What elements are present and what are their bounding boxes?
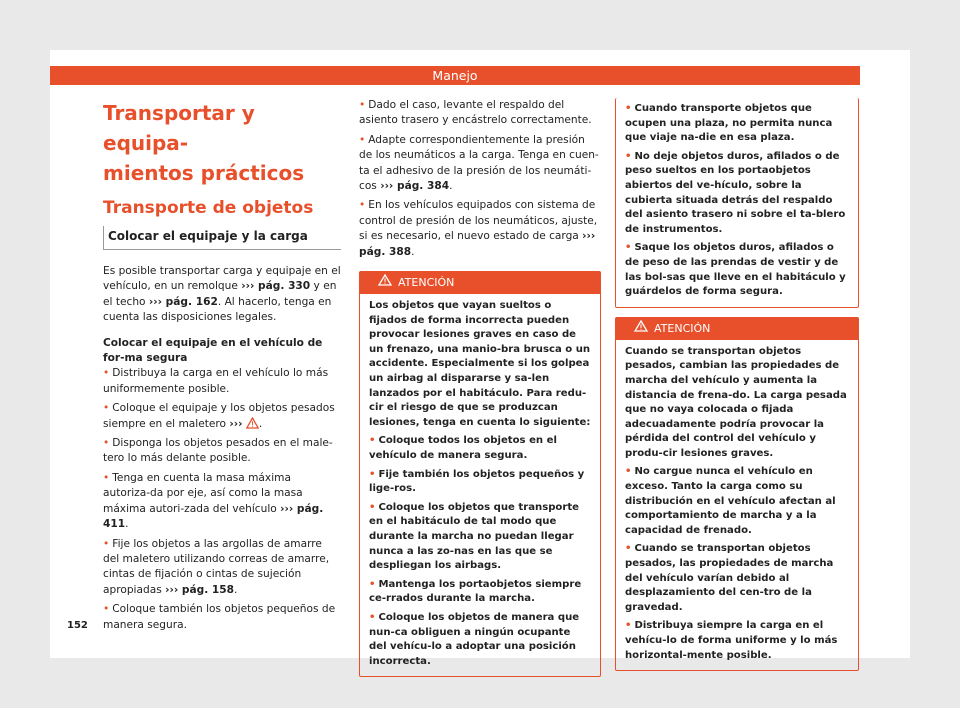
bullet-icon: • (369, 611, 376, 623)
page-ref-link[interactable]: ››› pág. 384 (380, 180, 450, 193)
intro-text-c: . Al hacerlo, tenga en cuenta las disposiciones legales. (103, 295, 332, 324)
warning-item-text: Saque los objetos duros, afilados o de peso de las prendas de vestir y de las bol-sas que lleve en el habitáculo y guárdelos de forma segura. (625, 242, 846, 298)
list-item-text: Coloque el equipaje y los objetos pesados siempre en el maletero (103, 402, 335, 430)
list-item (103, 401, 341, 432)
warning-intro: Los objetos que vayan sueltos o fijados de forma incorrecta pueden provocar lesiones graves en caso de un frenazo, una manio-bra brusca o un accidente. Especialmente si los golpea un airbag al dispararse y sa-len lanzados por el habitáculo. Para redu-cir el riesgo de que se produzcan lesiones, tenga en cuenta lo siguiente: (369, 300, 591, 428)
section-title: Transporte de objetos (103, 198, 314, 218)
page-ref-link[interactable]: ››› pág. 158 (165, 583, 235, 596)
middle-column (359, 98, 601, 677)
warning-header (360, 272, 600, 294)
warning-item (625, 102, 849, 146)
list-item-text: En los vehículos equipados con sistema de control de presión de los neumáticos, ajuste, si es necesario, el nuevo estado de carga (359, 199, 598, 243)
warning-item (369, 468, 591, 497)
bullet-icon: • (625, 620, 632, 632)
bullet-icon: • (625, 242, 632, 254)
bullet-icon: • (103, 367, 110, 380)
bullet-icon: • (369, 578, 376, 590)
warning-item-text: Coloque todos los objetos en el vehículo de manera segura. (369, 435, 557, 461)
warning-item (369, 501, 591, 574)
list-item-text: Disponga los objetos pesados en el male-tero lo más delante posible. (103, 437, 333, 465)
list-item-text-end: . (258, 417, 263, 430)
bullet-icon: • (359, 133, 366, 146)
list-item (103, 471, 341, 533)
warning-item (625, 542, 849, 615)
list-item (103, 436, 341, 467)
bullet-icon: • (103, 402, 110, 415)
right-column (615, 98, 859, 671)
bullet-icon: • (369, 501, 376, 513)
list-item-text: Adapte correspondientemente la presión de los neumáticos a la carga. Tenga en cuen-ta el adhesivo de la presión de los neumáti-cos (359, 133, 599, 193)
chapter-header (50, 66, 860, 85)
warning-body (616, 98, 858, 307)
page-title-line2: mientos prácticos (103, 161, 305, 185)
warning-header (616, 318, 858, 340)
list-item (359, 198, 601, 260)
list-item-text: Dado el caso, levante el respaldo del asiento trasero y encástrelo correctamente. (359, 99, 592, 127)
bullet-icon: • (625, 466, 632, 478)
list-item-text-end: . (125, 518, 129, 531)
warning-item-text: Cuando se transportan objetos pesados, las propiedades de marcha del vehículo varían debido al desplazamiento del cen-tro de la gravedad. (625, 543, 834, 613)
intro-text-a: Es posible transportar carga y equipaje en el vehículo, en un remolque (103, 265, 341, 293)
warning-item (369, 434, 591, 463)
warning-item (625, 619, 849, 663)
page-ref-link[interactable]: ››› pág. 388 (359, 230, 596, 258)
bullet-icon: • (625, 150, 632, 162)
warning-item (625, 465, 849, 538)
bullet-icon: • (103, 603, 110, 616)
page-title (103, 98, 341, 188)
warning-item-text: Mantenga los portaobjetos siempre ce-rrados durante la marcha. (369, 578, 582, 605)
list-item-text-end: . (449, 180, 453, 193)
warning-item-text: Coloque los objetos de manera que nun-ca obliguen a ningún ocupante del vehícu-lo a adoptar una posición incorrecta. (369, 611, 580, 667)
list-item (359, 98, 601, 129)
warning-triangle-icon (246, 417, 259, 429)
warning-ref-link[interactable]: ››› (229, 417, 243, 430)
warning-box (615, 317, 859, 671)
intro-paragraph (103, 264, 341, 326)
list-item (103, 366, 341, 397)
warning-item (625, 241, 849, 299)
warning-box-continued (615, 98, 859, 308)
warning-item-text: Coloque los objetos que transporte en el habitáculo de tal modo que durante la marcha no puedan llegar nunca a las zo-nas en las que se despliegan los airbags. (369, 501, 580, 572)
list-item (103, 602, 341, 633)
list-item-text: Coloque también los objetos pequeños de manera segura. (103, 603, 336, 631)
warning-body (616, 340, 858, 670)
list-item (359, 133, 601, 195)
warning-item (625, 150, 849, 238)
bullet-icon: • (359, 99, 366, 111)
chapter-title: Manejo (432, 68, 478, 83)
page-ref-link[interactable]: ››› pág. 162 (148, 295, 218, 308)
list-item-text-end: . (411, 245, 415, 258)
bullet-icon: • (103, 437, 110, 450)
warning-title: ATENCIÓN (398, 276, 455, 290)
warning-item (369, 578, 591, 607)
warning-item-text: No deje objetos duros, afilados o de peso sueltos en los portaobjetos abiertos del ve-hículo, sobre la cubierta situada detrás del respaldo del asiento trasero ni sobre el ta-blero de instrumentos. (625, 150, 846, 235)
warning-item-text: Distribuya siempre la carga en el vehícu-lo de forma uniforme y lo más horizontal-mente posible. (625, 620, 838, 661)
warning-title: ATENCIÓN (654, 321, 711, 335)
bullet-icon: • (625, 543, 632, 555)
warning-item (369, 611, 591, 669)
page-number: 152 (67, 620, 88, 631)
list-item-text: Distribuya la carga en el vehículo lo más uniformemente posible. (103, 367, 329, 395)
warning-triangle-icon (378, 274, 392, 286)
warning-intro: Cuando se transportan objetos pesados, cambian las propiedades de marcha del vehículo y aumenta la distancia de frena-do. La carga pesada que no vaya colocada o fijada adecuadamente podría provocar la pérdida del control del vehículo y produ-cir lesiones graves. (625, 345, 847, 459)
list-item-text: Tenga en cuenta la masa máxima autoriza-da por eje, así como la masa máxima autori-zada del vehículo (103, 471, 303, 515)
warning-box (359, 271, 601, 677)
subsection-heading: Colocar el equipaje y la carga (103, 226, 341, 250)
page-ref-link[interactable]: ››› pág. 330 (241, 280, 311, 293)
bullet-icon: • (103, 471, 110, 484)
page-title-line1: Transportar y equipa- (103, 101, 255, 155)
bullet-icon: • (369, 468, 376, 480)
warning-body (360, 294, 600, 676)
warning-item-text: Cuando transporte objetos que ocupen una plaza, no permita nunca que viaje na-die en esa plaza. (625, 103, 833, 144)
page-ref-link[interactable]: ››› pág. 411 (103, 502, 324, 531)
bullet-icon: • (625, 103, 632, 114)
left-column (103, 98, 341, 633)
list-item-text: Fije los objetos a las argollas de amarre del maletero utilizando correas de amarre, cintas de fijación o cintas de sujeción apropiadas (103, 537, 330, 596)
bullet-icon: • (369, 435, 376, 447)
warning-item-text: Fije también los objetos pequeños y lige-ros. (369, 468, 585, 495)
warning-triangle-icon (634, 320, 648, 332)
bullet-icon: • (103, 537, 110, 550)
intro-text-b: y en el techo (103, 280, 337, 308)
safe-loading-heading: Colocar el equipaje en el vehículo de for-ma segura (103, 336, 323, 365)
list-item-text-end: . (234, 583, 238, 596)
bullet-icon: • (359, 199, 366, 212)
list-item (103, 537, 341, 599)
warning-item-text: No cargue nunca el vehículo en exceso. Tanto la carga como su distribución en el vehículo afectan al comportamiento de marcha y a la capacidad de frenado. (625, 466, 836, 536)
